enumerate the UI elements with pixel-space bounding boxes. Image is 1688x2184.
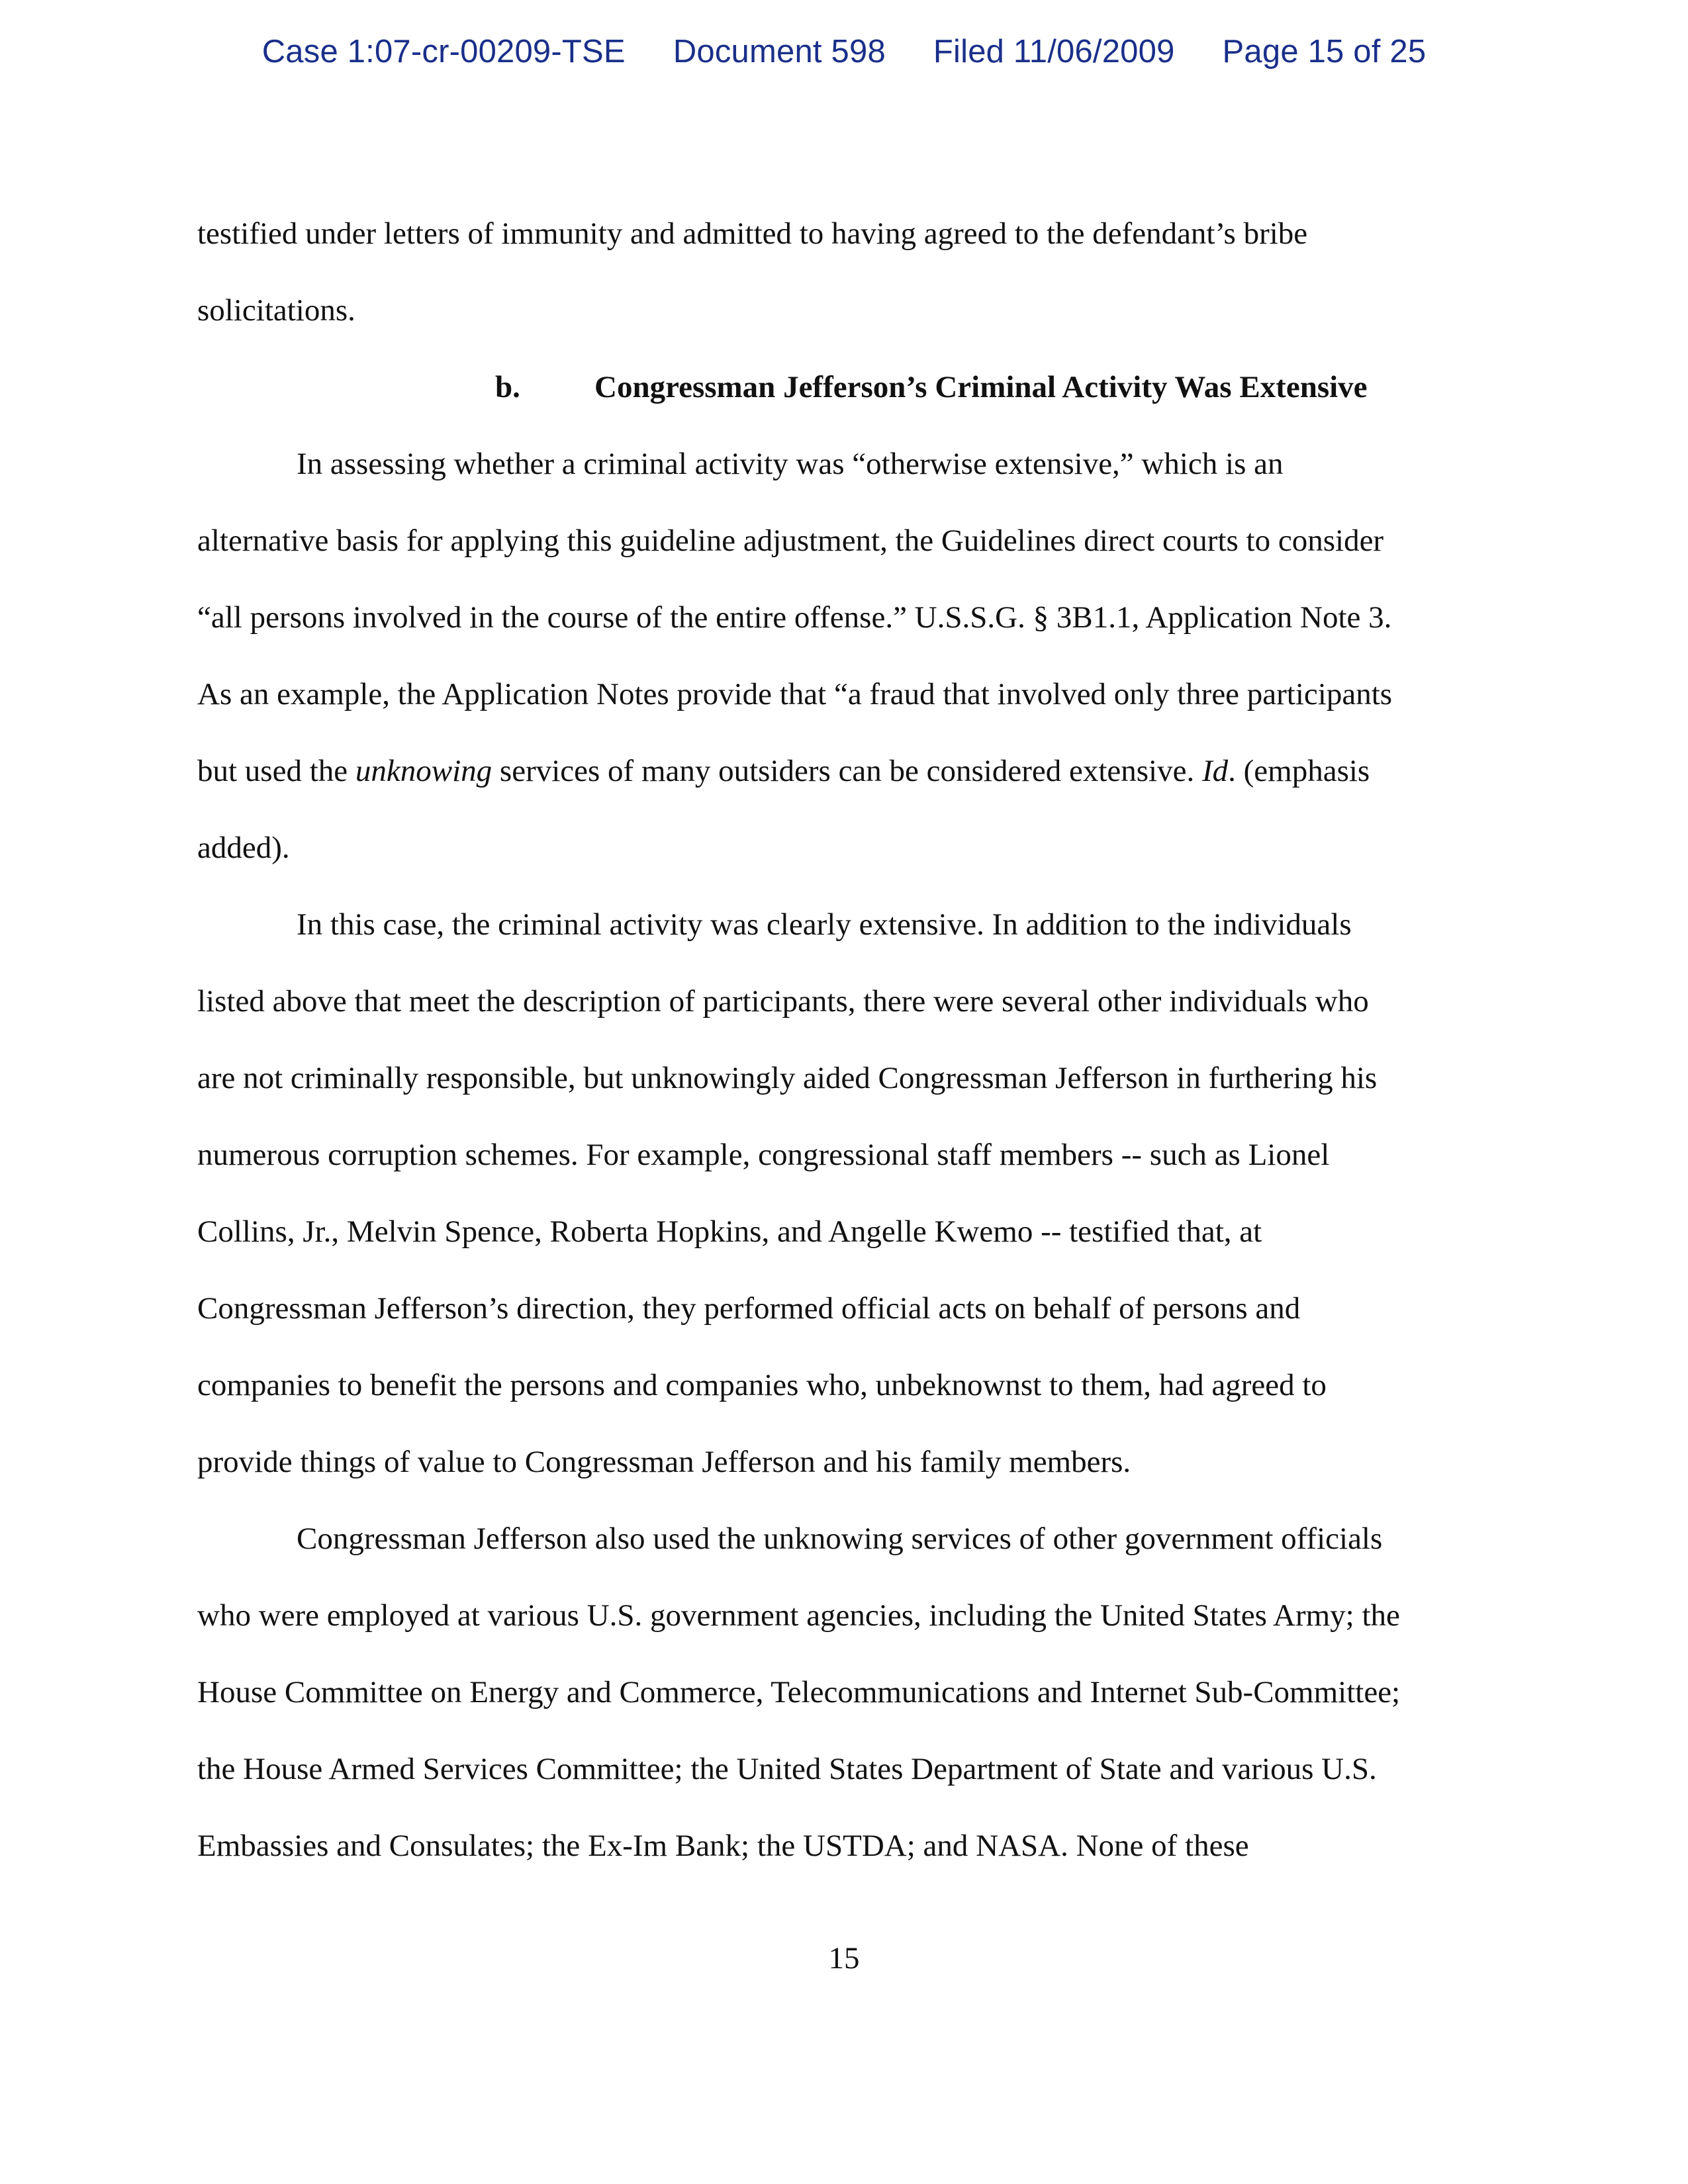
body-line: House Committee on Energy and Commerce, Telecommunications and Internet Sub-Committee; [197,1675,1401,1709]
body-line: solicitations. [197,293,355,328]
text-run: but used the [197,754,355,788]
section-heading [197,349,1495,426]
text-run: . (emphasis [1228,754,1370,788]
body-line: In assessing whether a criminal activity was “otherwise extensive,” which is an [297,447,1284,481]
body-line: are not criminally responsible, but unknowingly aided Congressman Jefferson in furthering his [197,1061,1378,1095]
body-line: added). [197,831,290,865]
body-line: who were employed at various U.S. government agencies, including the United States Army; the [197,1598,1400,1633]
text-run: services of many outsiders can be considered extensive. [492,754,1202,788]
filed-date: Filed 11/06/2009 [933,34,1175,69]
body-line: the House Armed Services Committee; the United States Department of State and various U.S. [197,1752,1377,1786]
document-number: Document 598 [673,34,886,69]
section-heading-number: b. [495,370,520,404]
emphasized-text: unknowing [355,754,492,788]
ecf-filing-header [0,33,1688,70]
citation-id: Id [1201,754,1229,788]
body-line: As an example, the Application Notes provide that “a fraud that involved only three participants [197,677,1393,711]
case-number: Case 1:07-cr-00209-TSE [261,34,626,69]
body-line: Collins, Jr., Melvin Spence, Roberta Hopkins, and Angelle Kwemo -- testified that, at [197,1214,1262,1249]
body-line: provide things of value to Congressman Jefferson and his family members. [197,1445,1131,1479]
body-line: In this case, the criminal activity was clearly extensive. In addition to the individuals [297,907,1352,942]
body-line: Congressman Jefferson also used the unknowing services of other government officials [297,1522,1383,1556]
body-line: Congressman Jefferson’s direction, they performed official acts on behalf of persons and [197,1291,1301,1326]
body-line: companies to benefit the persons and companies who, unbeknownst to them, had agreed to [197,1368,1327,1402]
body-line: alternative basis for applying this guideline adjustment, the Guidelines direct courts to consider [197,523,1384,558]
body-line: “all persons involved in the course of the entire offense.” U.S.S.G. § 3B1.1, Application Note 3. [197,600,1392,635]
page-number: 15 [828,1941,860,1976]
body-line: listed above that meet the description of participants, there were several other individuals who [197,984,1369,1019]
page-of-total: Page 15 of 25 [1222,34,1427,69]
document-body [197,195,1495,1884]
body-line: Embassies and Consulates; the Ex-Im Bank; the USTDA; and NASA. None of these [197,1829,1249,1863]
body-line: testified under letters of immunity and admitted to having agreed to the defendant’s bribe [197,216,1308,251]
body-line: numerous corruption schemes. For example, congressional staff members -- such as Lionel [197,1138,1330,1172]
body-line [197,733,1495,809]
section-heading-title: Congressman Jefferson’s Criminal Activity Was Extensive [594,370,1368,404]
